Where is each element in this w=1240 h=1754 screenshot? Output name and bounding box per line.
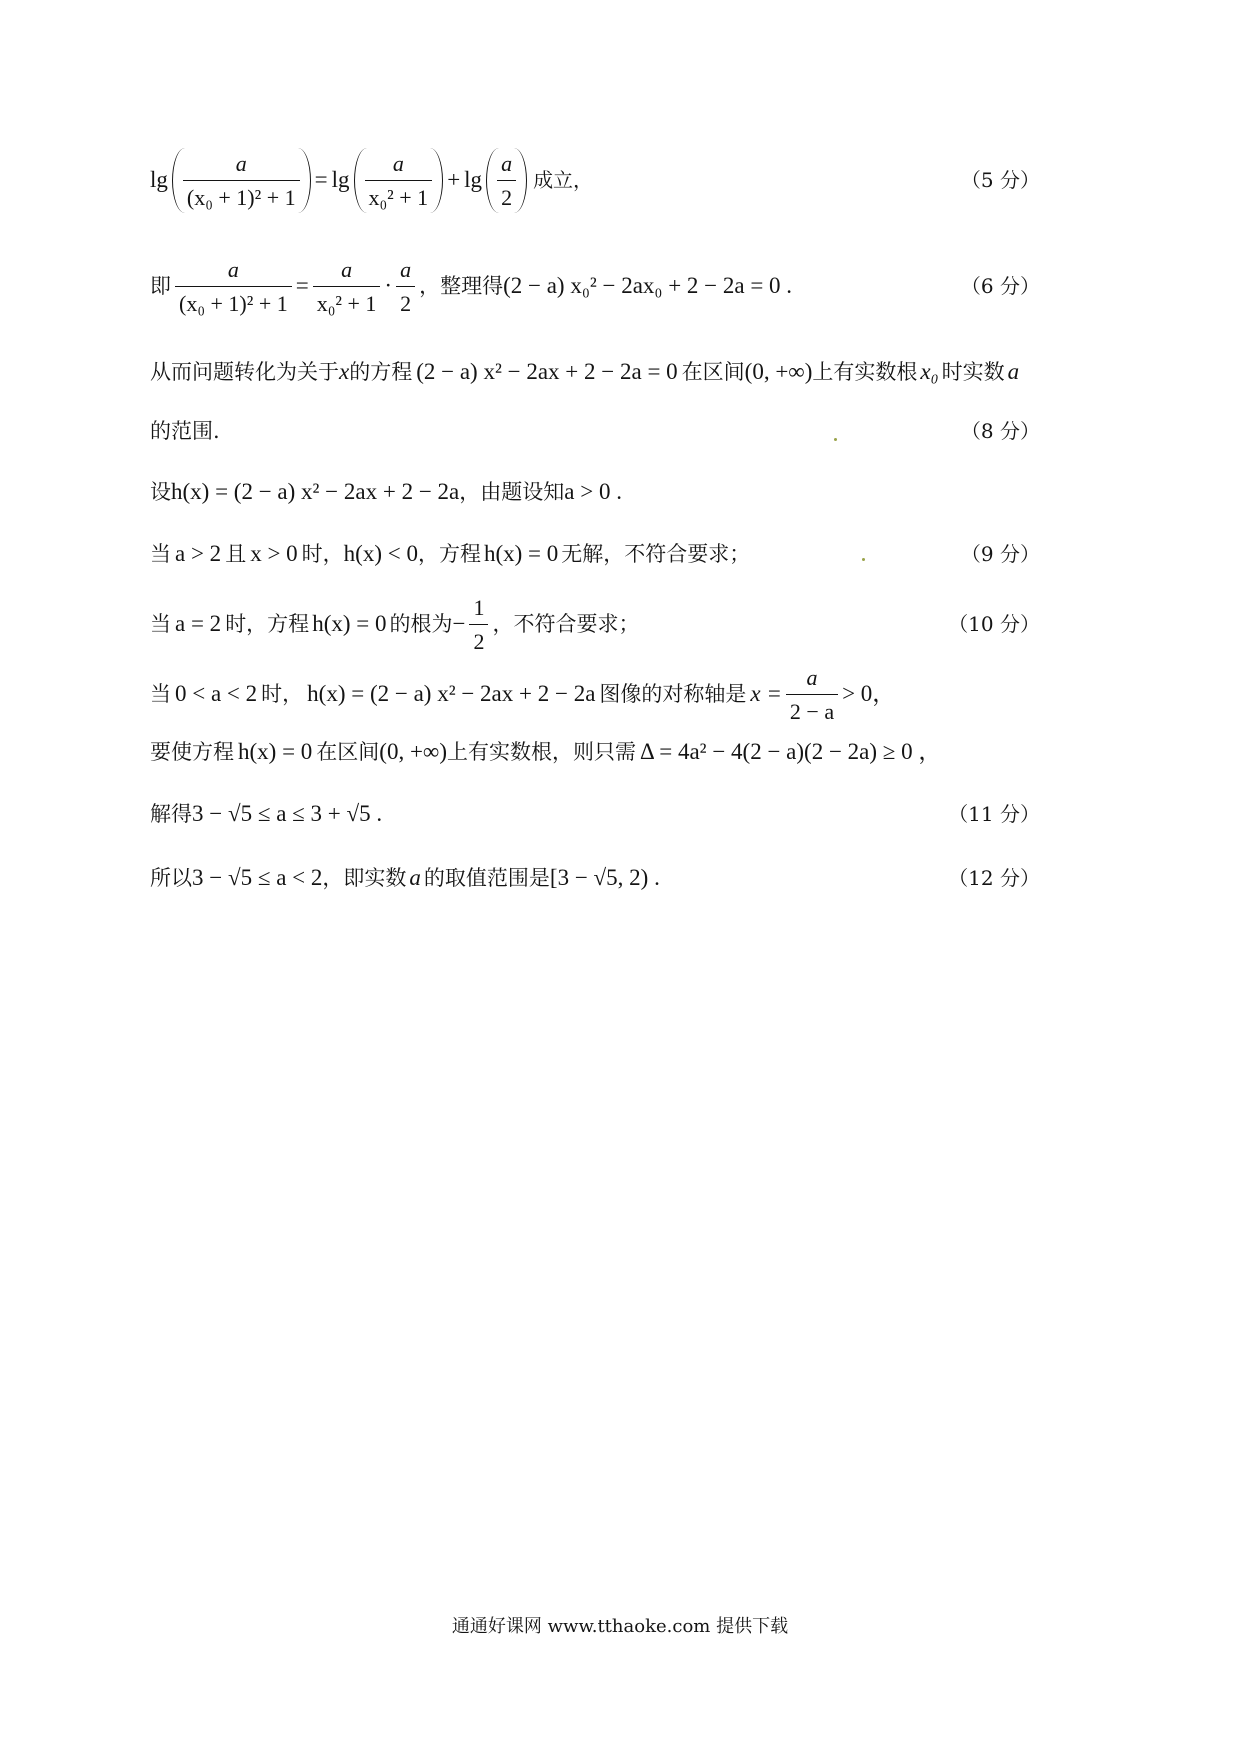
solution-line-9 — [150, 738, 1040, 767]
fraction — [175, 256, 292, 317]
math-expression: a = 2 — [175, 611, 222, 637]
math-expression: h(x) < 0 — [343, 541, 418, 566]
fraction-denominator: x₀² + 1 — [365, 180, 433, 212]
fraction-denominator: 2 − a — [786, 694, 838, 726]
math-variable: a — [409, 865, 421, 890]
line-text: 无解，不符合要求； — [561, 542, 751, 567]
score-label: （8 分） — [960, 418, 1040, 443]
fraction-numerator: a — [400, 257, 412, 282]
line-text: 的根为 — [389, 612, 453, 637]
fraction-numerator: a — [392, 151, 404, 176]
solution-line-10 — [150, 800, 1040, 829]
line-text: 当 — [150, 682, 171, 707]
math-expression: x > 0 — [250, 541, 298, 566]
line-text: ，方程 — [417, 542, 481, 567]
equals-sign: = — [295, 273, 309, 299]
line-text: 上有实数根，则只需 — [446, 740, 636, 765]
line-text: ，即实数 — [322, 866, 407, 891]
math-expression: h(x) = (2 − a) x² − 2ax + 2 − 2a — [307, 681, 596, 707]
fraction-numerator: a — [501, 151, 513, 176]
math-expression: 3 − √5 ≤ a ≤ 3 + √5 . — [192, 801, 383, 826]
lg-label: lg — [150, 167, 168, 193]
solution-line-4 — [150, 418, 1040, 444]
line-text: 图像的对称轴是 — [599, 682, 747, 707]
minus-sign: − — [452, 611, 466, 637]
multiply-dot: · — [384, 273, 393, 299]
solution-line-7 — [150, 594, 1040, 655]
fraction — [313, 256, 381, 317]
fraction-denominator: (x₀ + 1)² + 1 — [183, 180, 300, 212]
line-text: 的方程 — [349, 360, 413, 385]
line-text: 解得 — [150, 802, 192, 827]
equals-sign: = — [314, 167, 328, 193]
lg-label: lg — [464, 167, 483, 193]
line-text: 上有实数根 — [812, 360, 918, 385]
solution-line-3 — [150, 358, 1040, 387]
solution-line-6 — [150, 540, 1040, 569]
fraction-numerator: a — [235, 151, 247, 176]
fraction — [183, 150, 300, 211]
math-expression: (2 − a) x² − 2ax + 2 − 2a = 0 — [416, 359, 678, 384]
solution-line-1 — [150, 148, 1040, 213]
line-text: 要使方程 — [150, 740, 234, 765]
math-expression: h(x) = 0 — [238, 739, 313, 764]
math-expression: 0 < a < 2 — [175, 681, 258, 707]
line-text: 时，方程 — [225, 612, 310, 637]
line-text: ，由题设知 — [459, 480, 565, 505]
line-text: 时， — [261, 682, 304, 707]
math-expression: > 0， — [842, 681, 896, 707]
math-interval: (0, +∞) — [744, 359, 813, 384]
line-text: 当 — [150, 542, 171, 567]
line-text: 在区间 — [316, 740, 380, 765]
solution-line-11 — [150, 864, 1040, 893]
math-variable: x — [339, 359, 350, 384]
line-text: 时实数 — [941, 360, 1005, 385]
line-text: 的取值范围是 — [423, 866, 550, 891]
fraction — [786, 664, 838, 725]
fraction-denominator: 2 — [497, 180, 516, 212]
solution-line-5 — [150, 478, 1040, 507]
lg-argument-2 — [354, 148, 444, 213]
line-text: 在区间 — [681, 360, 745, 385]
line-text: 即 — [150, 274, 171, 299]
line-text: 设 — [150, 480, 171, 505]
line-text: 的范围. — [150, 419, 220, 443]
line-text: 当 — [150, 612, 171, 637]
math-expression: 3 − √5 ≤ a < 2 — [192, 865, 323, 890]
fraction-numerator: a — [227, 257, 239, 282]
line-text: ，整理得 — [419, 274, 504, 299]
math-variable: x₀ — [920, 359, 939, 384]
plus-sign: + — [447, 167, 461, 193]
scan-speck — [862, 558, 865, 561]
fraction — [396, 256, 415, 317]
math-expression: h(x) = 0 — [483, 541, 559, 566]
math-expression: h(x) = 0 — [312, 611, 387, 637]
page-footer: 通通好课网 www.tthaoke.com 提供下载 — [451, 1616, 789, 1637]
score-label: （6 分） — [960, 274, 1040, 298]
fraction-numerator: a — [341, 257, 353, 282]
score-label: （10 分） — [948, 612, 1040, 636]
math-variable: a — [1007, 359, 1020, 384]
line-text: 时， — [301, 542, 344, 567]
fraction-denominator: (x₀ + 1)² + 1 — [175, 286, 292, 318]
score-label: （9 分） — [960, 541, 1040, 566]
solution-line-8 — [150, 664, 1040, 725]
fraction — [365, 150, 433, 211]
lg-argument-3 — [486, 148, 527, 213]
math-expression: Δ = 4a² − 4(2 − a)(2 − 2a) ≥ 0 ， — [639, 739, 942, 764]
line-text: 成立， — [533, 168, 594, 192]
solution-line-2 — [150, 256, 1040, 317]
score-label: （5 分） — [960, 168, 1040, 192]
fraction-denominator: 2 — [396, 286, 415, 318]
score-label: （12 分） — [948, 865, 1040, 890]
math-expression: x = — [750, 681, 782, 707]
math-interval: (0, +∞) — [379, 739, 447, 764]
math-expression: a > 2 — [175, 541, 222, 566]
fraction-denominator: 2 — [469, 624, 488, 656]
line-text: 且 — [225, 542, 247, 567]
line-text: ，不符合要求； — [492, 612, 640, 637]
lg-label: lg — [331, 167, 350, 193]
fraction — [497, 150, 516, 211]
scan-speck — [834, 438, 837, 441]
math-expression: [3 − √5, 2) . — [549, 865, 660, 890]
score-label: （11 分） — [948, 801, 1040, 826]
math-expression: (2 − a) x₀² − 2ax₀ + 2 − 2a = 0 . — [503, 273, 793, 299]
math-expression: a > 0 . — [564, 479, 622, 504]
line-text: 所以 — [150, 866, 192, 891]
fraction-denominator: x₀² + 1 — [313, 286, 381, 318]
fraction-numerator: a — [806, 665, 818, 690]
fraction-numerator: 1 — [473, 595, 485, 620]
lg-argument-1 — [172, 148, 311, 213]
math-expression: h(x) = (2 − a) x² − 2ax + 2 − 2a — [171, 479, 460, 504]
fraction — [469, 594, 488, 655]
line-text: 从而问题转化为关于 — [150, 360, 339, 385]
